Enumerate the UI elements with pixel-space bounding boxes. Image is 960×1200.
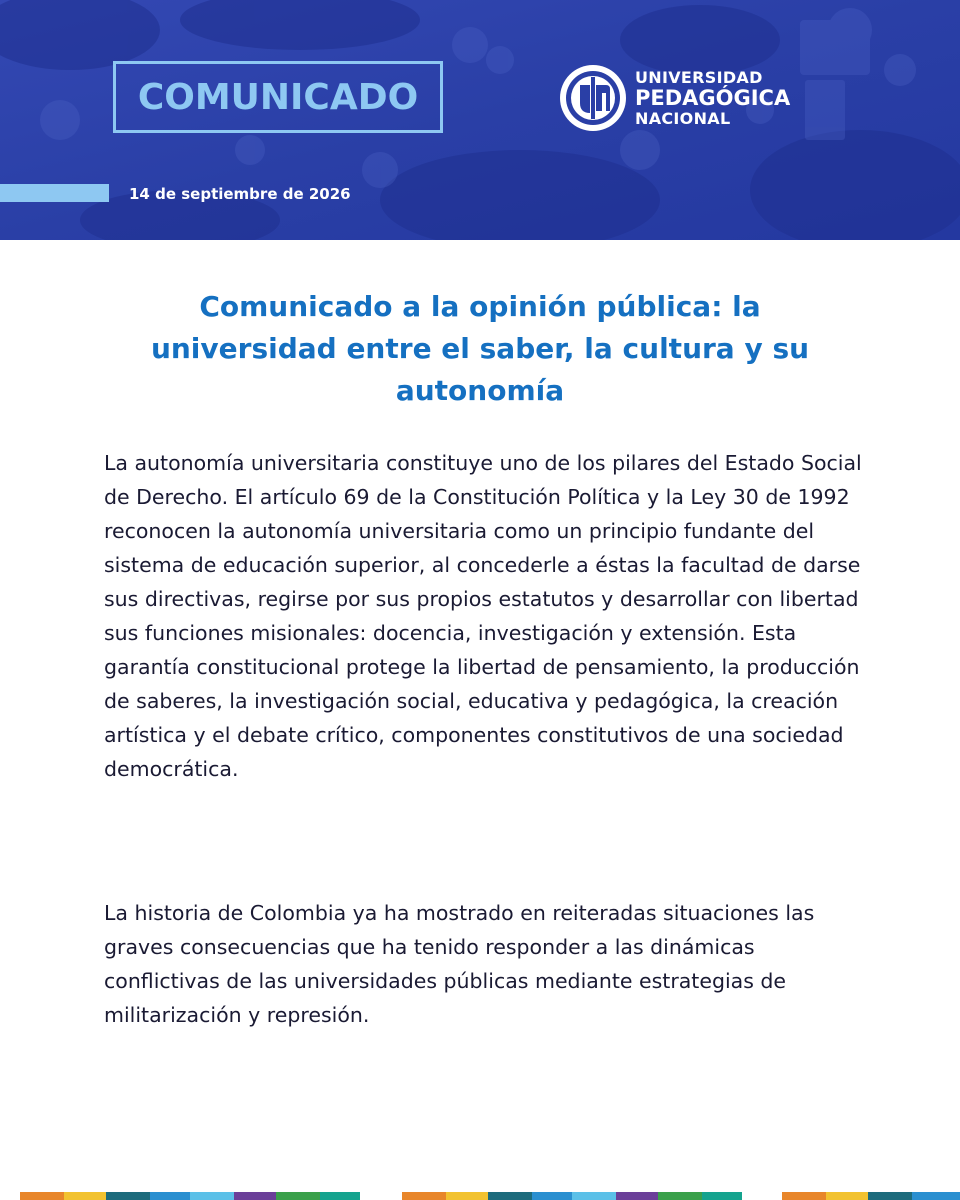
- university-logo: [558, 63, 798, 133]
- logo-line-pedagogica: PEDAGÓGICA: [635, 85, 791, 110]
- footer-color-stripe-center: [402, 1192, 742, 1200]
- footer-color-stripe-right: [782, 1192, 960, 1200]
- comunicado-badge: [113, 61, 443, 133]
- header-banner: [0, 0, 960, 240]
- logo-line-nacional: NACIONAL: [635, 108, 731, 128]
- logo-wordmark: [635, 67, 791, 128]
- paragraph-2: La historia de Colombia ya ha mostrado en reiteradas situaciones las graves consecuencias que ha tenido responder a las dinámicas conflictivas de las universidades públicas mediante estrategias de militarización y represión.: [104, 901, 815, 1027]
- upn-emblem-icon: [558, 63, 628, 133]
- paragraph-1: La autonomía universitaria constituye uno de los pilares del Estado Social de Derecho. El artículo 69 de la Constitución Política y la Ley 30 de 1992 reconocen la autonomía universitaria como un principio fundante del sistema de educación superior, al concederle a éstas la facultad de darse sus directivas, regirse por sus propios estatutos y desarrollar con libertad sus funciones misionales: docencia, investigación y extensión. Esta garantía constitucional protege la libertad de pensamiento, la producción de saberes, la investigación social, educativa y pedagógica, la creación artística y el debate crítico, componentes constitutivos de una sociedad democrática.: [104, 451, 862, 781]
- document-title: Comunicado a la opinión pública: la universidad entre el saber, la cultura y su autonomía: [150, 290, 810, 407]
- date-accent-bar: [0, 184, 109, 202]
- badge-label: COMUNICADO: [137, 76, 419, 118]
- footer-color-stripe-left: [20, 1192, 360, 1200]
- logo-line-universidad: UNIVERSIDAD: [635, 67, 763, 87]
- publication-date: 14 de septiembre de 2026: [129, 185, 351, 203]
